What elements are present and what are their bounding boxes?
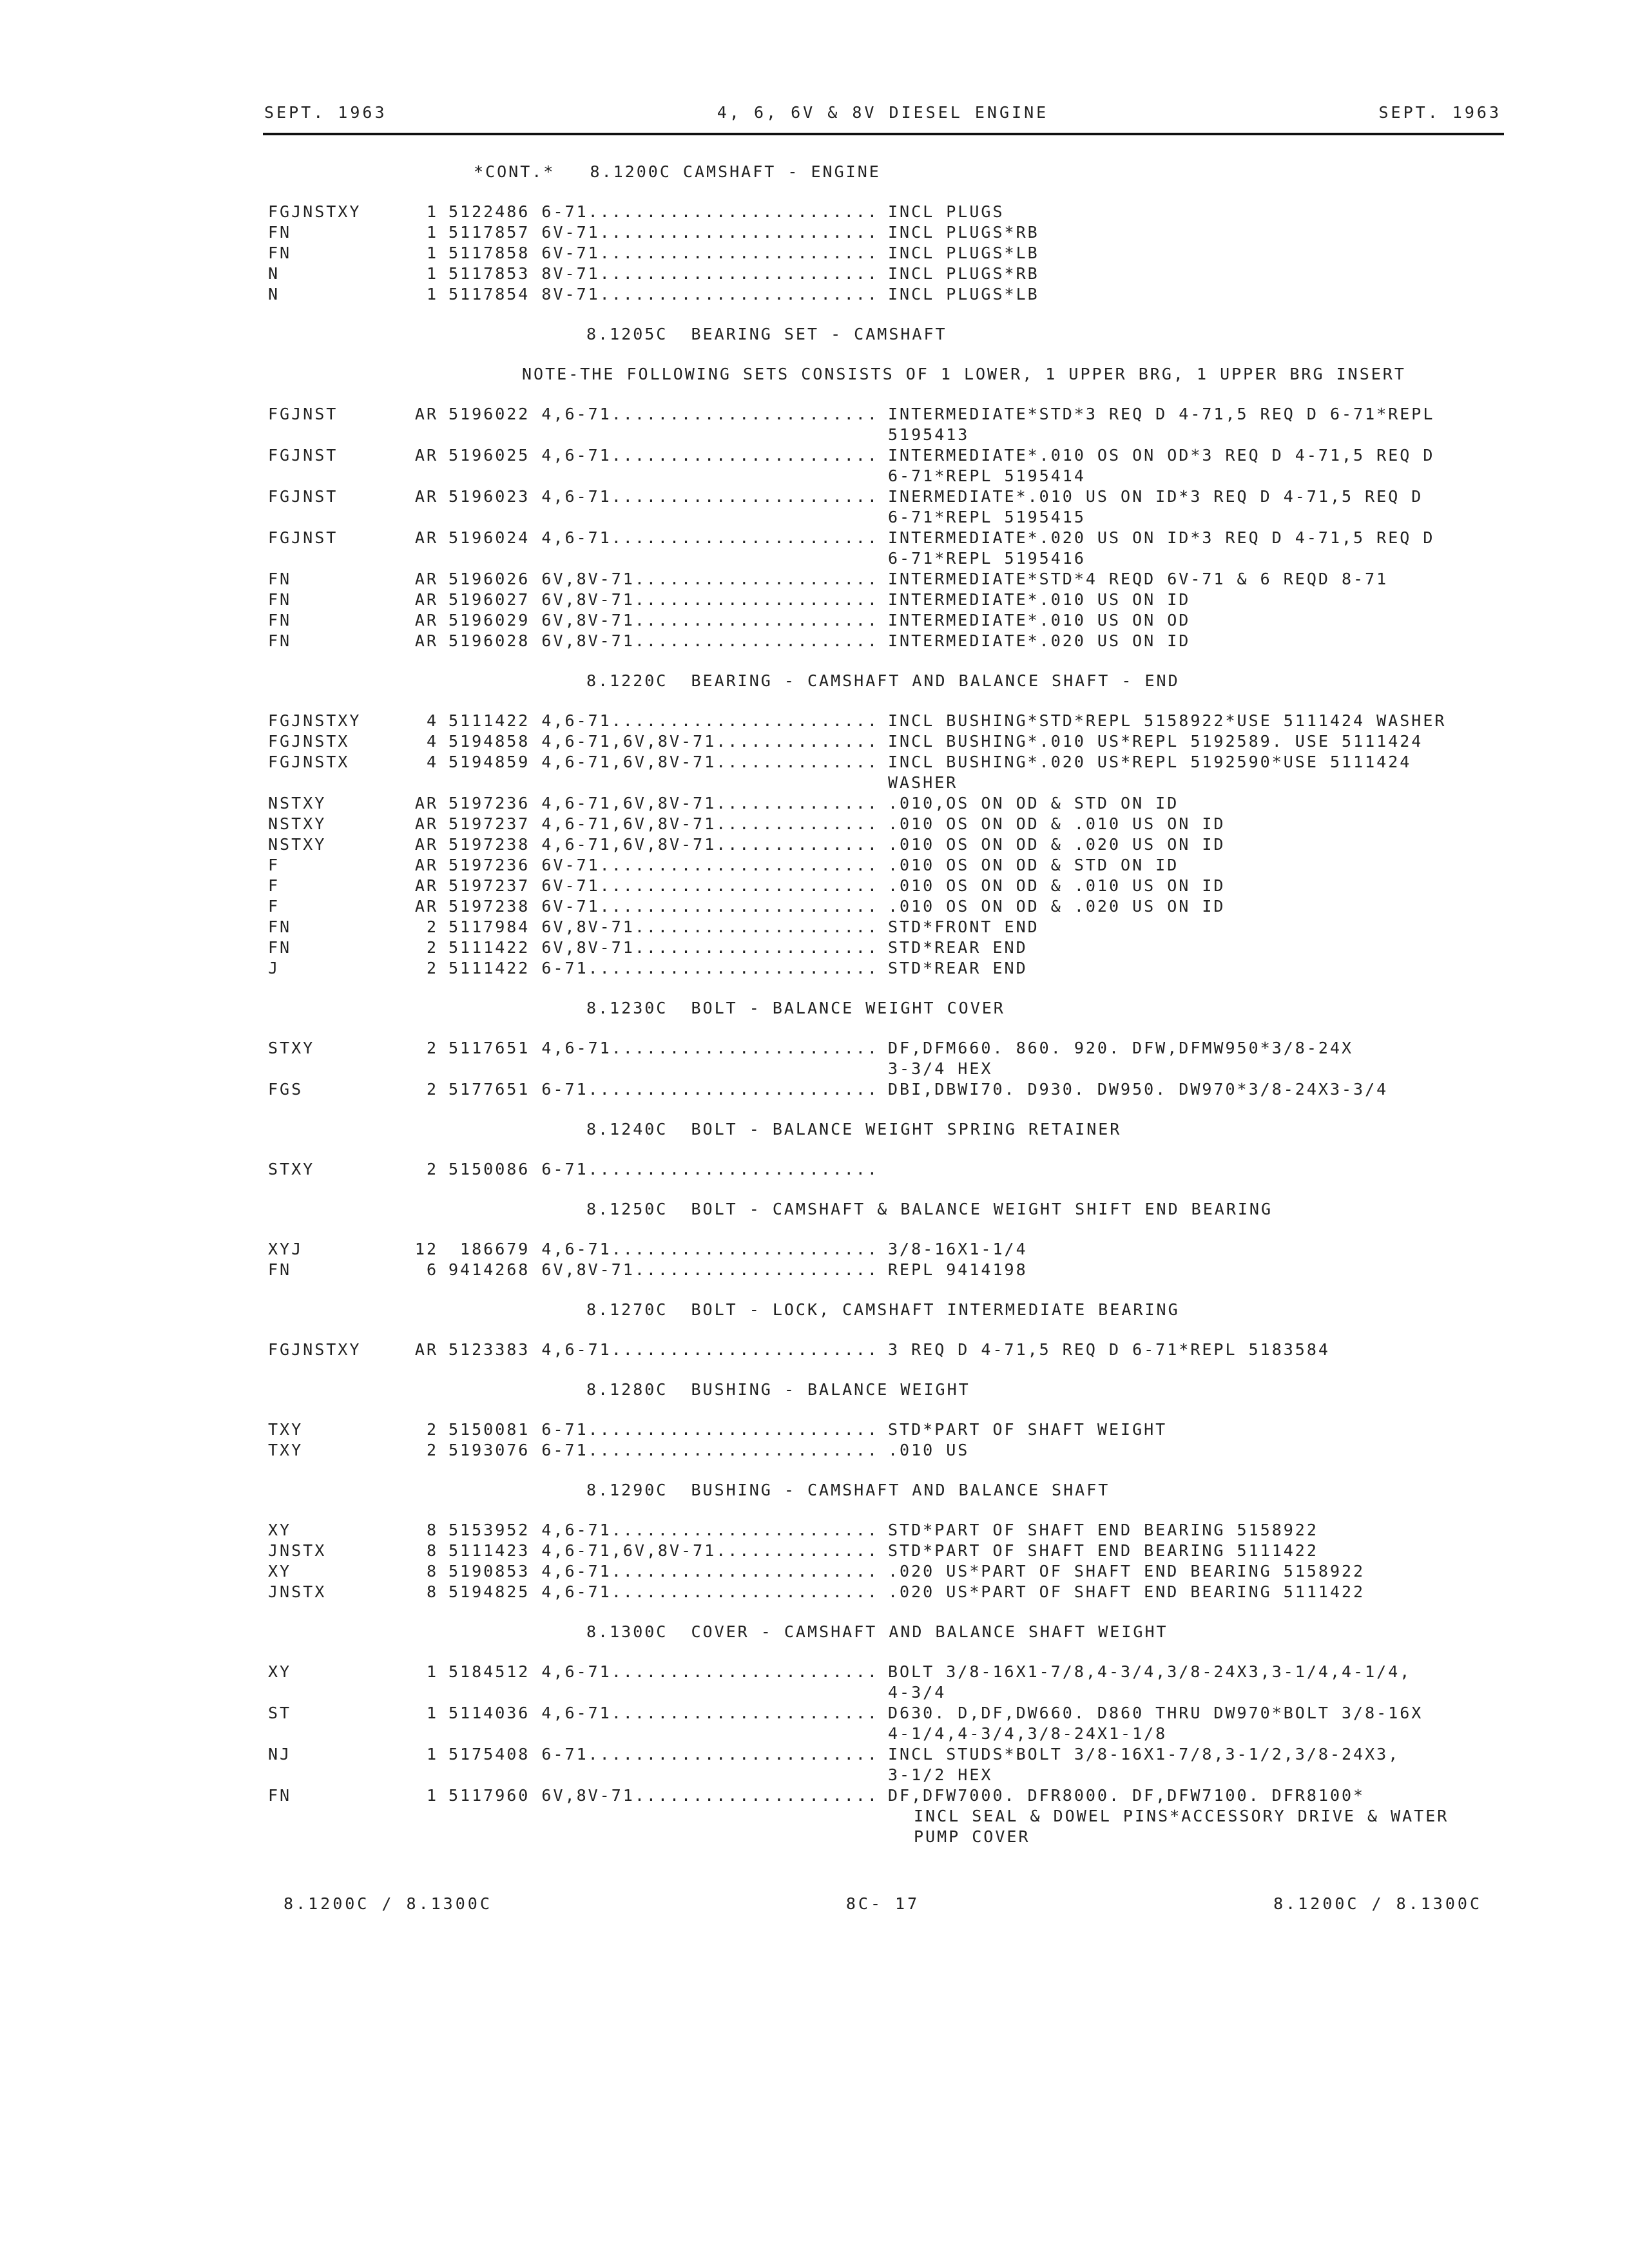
description: BOLT 3/8-16X1-7/8,4-3/4,3/8-24X3,3-1/4,4-1/4, (888, 1662, 1412, 1681)
description: INTERMEDIATE*.020 US ON ID (888, 631, 1191, 650)
part-number: 5197236 4,6-71,6V,8V-71.............. (448, 794, 879, 812)
description: 6-71*REPL 5195414 (888, 466, 1086, 485)
quantity: 1 (426, 244, 438, 262)
spacer (0, 1019, 1629, 1039)
part-row (0, 959, 1629, 979)
parts-listing (0, 162, 1629, 1848)
part-row (0, 918, 1629, 938)
part-row (0, 223, 1629, 244)
quantity: AR (414, 631, 438, 650)
part-number: 5122486 6-71......................... (448, 202, 879, 221)
model-code: TXY (268, 1420, 304, 1439)
part-number: 5117854 8V-71........................ (448, 285, 879, 303)
model-code: XY (268, 1521, 292, 1539)
part-row (0, 835, 1629, 856)
part-number: 5196029 6V,8V-71..................... (448, 611, 879, 629)
description-continuation (0, 1059, 1629, 1080)
part-number: 5190853 4,6-71....................... (448, 1562, 879, 1581)
quantity: AR (414, 528, 438, 547)
part-number: 5196024 4,6-71....................... (448, 528, 879, 547)
quantity: 2 (426, 938, 438, 957)
description: .010 OS ON OD & .020 US ON ID (888, 897, 1226, 916)
part-number: 5111422 6V,8V-71..................... (448, 938, 879, 957)
part-row (0, 1441, 1629, 1461)
model-code: FGJNSTX (268, 732, 350, 751)
part-number: 5197236 6V-71........................ (448, 856, 879, 874)
model-code: ST (268, 1704, 292, 1722)
header-title: 4, 6, 6V & 8V DIESEL ENGINE (717, 103, 1049, 122)
part-row (0, 1340, 1629, 1361)
model-code: NSTXY (268, 835, 327, 854)
footer-range-right: 8.1200C / 8.1300C (1273, 1894, 1482, 1913)
description: PUMP COVER (914, 1827, 1030, 1846)
spacer (0, 1401, 1629, 1420)
part-number: 5111423 4,6-71,6V,8V-71.............. (448, 1541, 879, 1560)
part-row (0, 487, 1629, 508)
quantity: AR (414, 814, 438, 833)
part-number: 5193076 6-71......................... (448, 1441, 879, 1459)
part-row (0, 570, 1629, 590)
part-number: 5197238 6V-71........................ (448, 897, 879, 916)
description: 3/8-16X1-1/4 (888, 1240, 1028, 1258)
model-code: N (268, 285, 280, 303)
footer-range-left: 8.1200C / 8.1300C (284, 1894, 492, 1913)
part-row (0, 814, 1629, 835)
part-row (0, 732, 1629, 753)
part-row (0, 711, 1629, 732)
description: STD*REAR END (888, 938, 1028, 957)
part-number: 5117857 6V-71........................ (448, 223, 879, 242)
model-code: JNSTX (268, 1582, 327, 1601)
quantity: 8 (426, 1521, 438, 1539)
model-code: NSTXY (268, 814, 327, 833)
model-code: FN (268, 570, 292, 588)
description: WASHER (888, 773, 958, 792)
quantity: 1 (426, 1745, 438, 1763)
quantity: 2 (426, 1160, 438, 1178)
part-number: 5175408 6-71......................... (448, 1745, 879, 1763)
part-row (0, 264, 1629, 285)
section-title: 8.1220C BEARING - CAMSHAFT AND BALANCE SHAFT - END (586, 671, 1180, 690)
spacer (0, 1603, 1629, 1622)
quantity: 1 (426, 202, 438, 221)
part-row (0, 1704, 1629, 1724)
model-code: FGJNST (268, 446, 338, 465)
part-row (0, 1582, 1629, 1603)
part-number: 5117651 4,6-71....................... (448, 1039, 879, 1057)
model-code: FGJNST (268, 528, 338, 547)
spacer (0, 1643, 1629, 1662)
description: 4-1/4,4-3/4,3/8-24X1-1/8 (888, 1724, 1168, 1743)
spacer (0, 1220, 1629, 1240)
spacer (0, 1180, 1629, 1200)
header-rule (263, 133, 1504, 135)
description: .010,OS ON OD & STD ON ID (888, 794, 1179, 812)
model-code: J (268, 959, 280, 977)
quantity: AR (414, 590, 438, 609)
part-row (0, 611, 1629, 631)
quantity: AR (414, 897, 438, 916)
model-code: FN (268, 1786, 292, 1805)
quantity: 2 (426, 959, 438, 977)
quantity: 2 (426, 1420, 438, 1439)
quantity: AR (414, 1340, 438, 1359)
model-code: FGJNSTX (268, 753, 350, 771)
part-number: 5117853 8V-71........................ (448, 264, 879, 283)
section-title: 8.1280C BUSHING - BALANCE WEIGHT (586, 1380, 970, 1399)
spacer (0, 1361, 1629, 1380)
model-code: NSTXY (268, 794, 327, 812)
part-number: 5114036 4,6-71....................... (448, 1704, 879, 1722)
part-row (0, 528, 1629, 549)
part-number: 5194858 4,6-71,6V,8V-71.............. (448, 732, 879, 751)
spacer (0, 1461, 1629, 1481)
part-row (0, 1240, 1629, 1260)
quantity: 1 (426, 285, 438, 303)
description: .020 US*PART OF SHAFT END BEARING 5158922 (888, 1562, 1365, 1581)
description: .010 OS ON OD & STD ON ID (888, 856, 1179, 874)
part-row (0, 1745, 1629, 1765)
part-number: 5184512 4,6-71....................... (448, 1662, 879, 1681)
description: 6-71*REPL 5195415 (888, 508, 1086, 526)
part-number: 5117960 6V,8V-71..................... (448, 1786, 879, 1805)
part-row (0, 753, 1629, 773)
part-row (0, 1160, 1629, 1180)
description: D630. D,DF,DW660. D860 THRU DW970*BOLT 3/8-16X (888, 1704, 1423, 1722)
part-row (0, 938, 1629, 959)
description: INTERMEDIATE*.010 US ON OD (888, 611, 1191, 629)
part-number: 5111422 6-71......................... (448, 959, 879, 977)
quantity: 2 (426, 918, 438, 936)
quantity: 1 (426, 264, 438, 283)
part-number: 5150081 6-71......................... (448, 1420, 879, 1439)
quantity: AR (414, 794, 438, 812)
description: .010 OS ON OD & .010 US ON ID (888, 876, 1226, 895)
part-row (0, 202, 1629, 223)
description-continuation (0, 1724, 1629, 1745)
description-continuation (0, 549, 1629, 570)
part-row (0, 244, 1629, 264)
description: DF,DFW7000. DFR8000. DF,DFW7100. DFR8100* (888, 1786, 1365, 1805)
section-title: 8.1300C COVER - CAMSHAFT AND BALANCE SHAFT WEIGHT (586, 1622, 1168, 1641)
quantity: AR (414, 856, 438, 874)
spacer (0, 345, 1629, 365)
description: INCL SEAL & DOWEL PINS*ACCESSORY DRIVE & WATER (914, 1807, 1449, 1825)
part-number: 5123383 4,6-71....................... (448, 1340, 879, 1359)
quantity: AR (414, 876, 438, 895)
description: INCL BUSHING*.020 US*REPL 5192590*USE 5111424 (888, 753, 1412, 771)
model-code: FN (268, 631, 292, 650)
spacer (0, 1501, 1629, 1521)
quantity: AR (414, 611, 438, 629)
quantity: 4 (426, 753, 438, 771)
page-footer (284, 1894, 1482, 1920)
model-code: TXY (268, 1441, 304, 1459)
quantity: 8 (426, 1582, 438, 1601)
description: REPL 9414198 (888, 1260, 1028, 1279)
description-continuation (0, 1807, 1629, 1827)
model-code: XY (268, 1662, 292, 1681)
spacer (0, 183, 1629, 202)
model-code: FGS (268, 1080, 304, 1099)
part-row (0, 1786, 1629, 1807)
description: STD*PART OF SHAFT END BEARING 5111422 (888, 1541, 1318, 1560)
quantity: AR (414, 487, 438, 506)
quantity: 8 (426, 1562, 438, 1581)
quantity: 4 (426, 711, 438, 730)
part-row (0, 856, 1629, 876)
model-code: FGJNST (268, 487, 338, 506)
model-code: FN (268, 938, 292, 957)
part-number: 5117984 6V,8V-71..................... (448, 918, 879, 936)
spacer (0, 979, 1629, 999)
model-code: FGJNSTXY (268, 1340, 361, 1359)
description: INTERMEDIATE*.010 US ON ID (888, 590, 1191, 609)
part-number: 5194859 4,6-71,6V,8V-71.............. (448, 753, 879, 771)
part-number: 5150086 6-71......................... (448, 1160, 879, 1178)
spacer (0, 385, 1629, 405)
part-number: 5196028 6V,8V-71..................... (448, 631, 879, 650)
section-note: NOTE-THE FOLLOWING SETS CONSISTS OF 1 LOWER, 1 UPPER BRG, 1 UPPER BRG INSERT (522, 365, 1406, 383)
description-continuation (0, 1683, 1629, 1704)
part-number: 5197237 6V-71........................ (448, 876, 879, 895)
description-continuation (0, 425, 1629, 446)
description: INCL BUSHING*STD*REPL 5158922*USE 5111424 WASHER (888, 711, 1447, 730)
description: INCL PLUGS*LB (888, 285, 1039, 303)
part-number: 5153952 4,6-71....................... (448, 1521, 879, 1539)
part-row (0, 1039, 1629, 1059)
description: .010 OS ON OD & .010 US ON ID (888, 814, 1226, 833)
quantity: 8 (426, 1541, 438, 1560)
description: INTERMEDIATE*.010 OS ON OD*3 REQ D 4-71,5 REQ D (888, 446, 1435, 465)
quantity: 6 (426, 1260, 438, 1279)
model-code: XY (268, 1562, 292, 1581)
description: STD*PART OF SHAFT END BEARING 5158922 (888, 1521, 1318, 1539)
model-code: FN (268, 611, 292, 629)
description: INCL PLUGS*RB (888, 223, 1039, 242)
description: .020 US*PART OF SHAFT END BEARING 5111422 (888, 1582, 1365, 1601)
header-date-left: SEPT. 1963 (264, 103, 387, 122)
spacer (0, 692, 1629, 711)
description: .010 US (888, 1441, 970, 1459)
part-row (0, 285, 1629, 305)
description-continuation (0, 1765, 1629, 1786)
part-row (0, 794, 1629, 814)
description: INCL PLUGS*RB (888, 264, 1039, 283)
model-code: STXY (268, 1160, 315, 1178)
footer-page-number: 8C- 17 (845, 1894, 920, 1913)
part-row (0, 405, 1629, 425)
section-title: 8.1230C BOLT - BALANCE WEIGHT COVER (586, 999, 1005, 1017)
description: STD*FRONT END (888, 918, 1039, 936)
part-number: 5196027 6V,8V-71..................... (448, 590, 879, 609)
description: STD*PART OF SHAFT WEIGHT (888, 1420, 1168, 1439)
part-row (0, 446, 1629, 466)
part-number: 186679 4,6-71....................... (448, 1240, 879, 1258)
description-continuation (0, 508, 1629, 528)
model-code: STXY (268, 1039, 315, 1057)
spacer (0, 652, 1629, 671)
section-title: 8.1240C BOLT - BALANCE WEIGHT SPRING RETAINER (586, 1120, 1122, 1139)
part-row (0, 590, 1629, 611)
description-continuation (0, 1827, 1629, 1848)
quantity: 12 (414, 1240, 438, 1258)
description: INERMEDIATE*.010 US ON ID*3 REQ D 4-71,5 REQ D (888, 487, 1423, 506)
description: 3-1/2 HEX (888, 1765, 993, 1784)
model-code: FGJNSTXY (268, 711, 361, 730)
page-header (264, 103, 1501, 131)
part-number: 5196022 4,6-71....................... (448, 405, 879, 423)
description: INCL PLUGS*LB (888, 244, 1039, 262)
description-continuation (0, 466, 1629, 487)
part-row (0, 1080, 1629, 1100)
quantity: AR (414, 446, 438, 465)
model-code: XYJ (268, 1240, 304, 1258)
quantity: AR (414, 405, 438, 423)
spacer (0, 305, 1629, 325)
model-code: FN (268, 244, 292, 262)
model-code: FN (268, 223, 292, 242)
part-number: 5196023 4,6-71....................... (448, 487, 879, 506)
description: STD*REAR END (888, 959, 1028, 977)
part-number: 5117858 6V-71........................ (448, 244, 879, 262)
part-row (0, 1420, 1629, 1441)
description: INCL STUDS*BOLT 3/8-16X1-7/8,3-1/2,3/8-24X3, (888, 1745, 1400, 1763)
spacer (0, 1140, 1629, 1160)
description: .010 OS ON OD & .020 US ON ID (888, 835, 1226, 854)
part-row (0, 1521, 1629, 1541)
spacer (0, 1100, 1629, 1120)
part-number: 9414268 6V,8V-71..................... (448, 1260, 879, 1279)
model-code: F (268, 876, 280, 895)
part-row (0, 1562, 1629, 1582)
quantity: 4 (426, 732, 438, 751)
description: 6-71*REPL 5195416 (888, 549, 1086, 568)
model-code: F (268, 856, 280, 874)
spacer (0, 1321, 1629, 1340)
description: 3-3/4 HEX (888, 1059, 993, 1078)
model-code: F (268, 897, 280, 916)
part-row (0, 631, 1629, 652)
section-title: 8.1270C BOLT - LOCK, CAMSHAFT INTERMEDIATE BEARING (586, 1300, 1180, 1319)
part-row (0, 876, 1629, 897)
description: INCL PLUGS (888, 202, 1005, 221)
description: 5195413 (888, 425, 970, 444)
quantity: AR (414, 570, 438, 588)
part-number: 5111422 4,6-71....................... (448, 711, 879, 730)
quantity: 1 (426, 1786, 438, 1805)
part-number: 5177651 6-71......................... (448, 1080, 879, 1099)
part-row (0, 1260, 1629, 1281)
part-row (0, 1541, 1629, 1562)
model-code: FGJNSTXY (268, 202, 361, 221)
description: INTERMEDIATE*.020 US ON ID*3 REQ D 4-71,5 REQ D (888, 528, 1435, 547)
header-date-right: SEPT. 1963 (1378, 103, 1501, 122)
description: 3 REQ D 4-71,5 REQ D 6-71*REPL 5183584 (888, 1340, 1330, 1359)
description: INTERMEDIATE*STD*4 REQD 6V-71 & 6 REQD 8-71 (888, 570, 1389, 588)
spacer (0, 1281, 1629, 1300)
model-code: N (268, 264, 280, 283)
quantity: 2 (426, 1080, 438, 1099)
section-title: 8.1205C BEARING SET - CAMSHAFT (586, 325, 947, 343)
description: 4-3/4 (888, 1683, 947, 1702)
description: DF,DFM660. 860. 920. DFW,DFMW950*3/8-24X (888, 1039, 1354, 1057)
part-number: 5197238 4,6-71,6V,8V-71.............. (448, 835, 879, 854)
part-row (0, 897, 1629, 918)
quantity: AR (414, 835, 438, 854)
description-continuation (0, 773, 1629, 794)
quantity: 1 (426, 223, 438, 242)
quantity: 1 (426, 1704, 438, 1722)
model-code: FGJNST (268, 405, 338, 423)
model-code: FN (268, 918, 292, 936)
continued-title: *CONT.* 8.1200C CAMSHAFT - ENGINE (474, 162, 881, 181)
description: INTERMEDIATE*STD*3 REQ D 4-71,5 REQ D 6-71*REPL (888, 405, 1435, 423)
model-code: FN (268, 1260, 292, 1279)
quantity: 2 (426, 1441, 438, 1459)
section-title: 8.1290C BUSHING - CAMSHAFT AND BALANCE SHAFT (586, 1481, 1110, 1499)
description: INCL BUSHING*.010 US*REPL 5192589. USE 5111424 (888, 732, 1423, 751)
part-number: 5194825 4,6-71....................... (448, 1582, 879, 1601)
description: DBI,DBWI70. D930. DW950. DW970*3/8-24X3-3/4 (888, 1080, 1389, 1099)
section-title: 8.1250C BOLT - CAMSHAFT & BALANCE WEIGHT SHIFT END BEARING (586, 1200, 1273, 1218)
part-row (0, 1662, 1629, 1683)
part-number: 5196025 4,6-71....................... (448, 446, 879, 465)
quantity: 1 (426, 1662, 438, 1681)
part-number: 5197237 4,6-71,6V,8V-71.............. (448, 814, 879, 833)
part-number: 5196026 6V,8V-71..................... (448, 570, 879, 588)
quantity: 2 (426, 1039, 438, 1057)
model-code: NJ (268, 1745, 292, 1763)
model-code: FN (268, 590, 292, 609)
model-code: JNSTX (268, 1541, 327, 1560)
